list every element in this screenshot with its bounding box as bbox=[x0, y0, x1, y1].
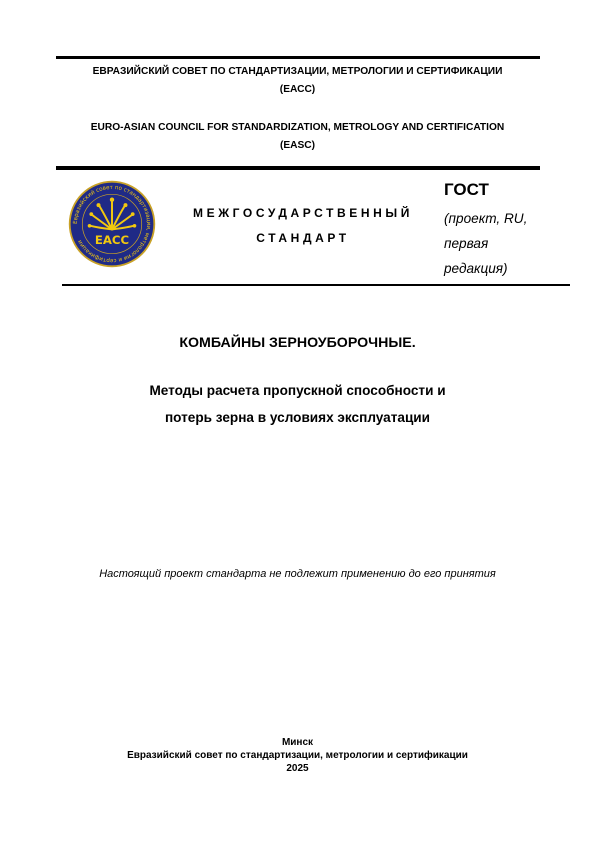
imprint bbox=[40, 736, 555, 775]
council-name-en: EURO-ASIAN COUNCIL FOR STANDARDIZATION, METROLOGY AND CERTIFICATION bbox=[90, 122, 505, 133]
document-title: КОМБАЙНЫ ЗЕРНОУБОРОЧНЫЕ. bbox=[179, 335, 416, 351]
document-subtitle-line-2: потерь зерна в условиях эксплуатации bbox=[164, 410, 431, 425]
gost-edition bbox=[444, 206, 574, 281]
gost-edition-line-1: (проект, RU, bbox=[444, 211, 528, 226]
standard-kind bbox=[172, 201, 434, 251]
council-abbr-en: (EASC) bbox=[279, 140, 316, 151]
council-name-en-block bbox=[40, 119, 555, 155]
standard-kind-line-2: СТАНДАРТ bbox=[256, 231, 350, 245]
council-name-ru-block bbox=[40, 63, 555, 99]
logo-abbr: EACC bbox=[94, 232, 130, 247]
header-top-rule bbox=[56, 56, 540, 59]
easc-logo-icon bbox=[67, 179, 157, 269]
gost-designation bbox=[444, 178, 574, 281]
document-subtitle bbox=[40, 377, 555, 431]
document-subtitle-line-1: Методы расчета пропускной способности и bbox=[149, 383, 446, 398]
imprint-city: Минск bbox=[281, 737, 314, 748]
imprint-year: 2025 bbox=[286, 763, 309, 774]
gost-code: ГОСТ bbox=[444, 180, 489, 199]
gost-edition-line-2: первая bbox=[444, 236, 489, 251]
standard-kind-line-1: МЕЖГОСУДАРСТВЕННЫЙ bbox=[193, 206, 413, 220]
council-abbr-ru: (ЕАСС) bbox=[279, 84, 316, 95]
header-bottom-rule bbox=[62, 284, 570, 286]
gost-edition-line-3: редакция) bbox=[444, 261, 508, 276]
logo-ring-text: Евразийский совет по стандартизации, метрологии и сертификации bbox=[72, 184, 152, 264]
draft-notice: Настоящий проект стандарта не подлежит применению до его принятия bbox=[99, 568, 496, 580]
imprint-publisher: Евразийский совет по стандартизации, метрологии и сертификации bbox=[127, 750, 468, 761]
header-middle-rule bbox=[56, 166, 540, 170]
council-name-ru: ЕВРАЗИЙСКИЙ СОВЕТ ПО СТАНДАРТИЗАЦИИ, МЕТРОЛОГИИ И СЕРТИФИКАЦИИ bbox=[92, 66, 503, 77]
